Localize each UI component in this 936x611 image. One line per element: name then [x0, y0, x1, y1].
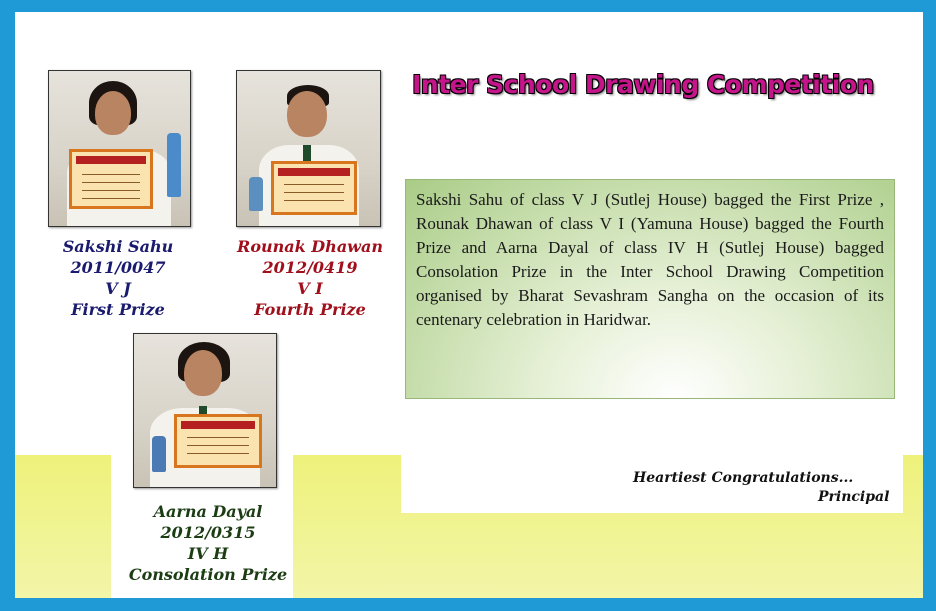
winner-name: Sakshi Sahu [62, 237, 174, 256]
winner-name: Aarna Dayal [153, 502, 263, 521]
winner-class: V I [297, 279, 323, 298]
winner-id: 2012/0419 [262, 258, 358, 277]
photo-aarna-dayal [133, 333, 277, 488]
caption-winner-1 [38, 236, 198, 320]
winner-class: IV H [187, 544, 229, 563]
winner-prize: Consolation Prize [128, 565, 288, 584]
photo-sakshi-sahu [48, 70, 191, 227]
summary-box [405, 179, 895, 399]
winner-prize: Fourth Prize [254, 300, 366, 319]
page-title: Inter School Drawing Competition [412, 70, 874, 99]
caption-winner-3 [118, 501, 298, 585]
winner-prize: First Prize [71, 300, 165, 319]
caption-winner-2 [228, 236, 392, 320]
winner-id: 2011/0047 [70, 258, 166, 277]
winner-name: Rounak Dhawan [237, 237, 383, 256]
photo-rounak-dhawan [236, 70, 381, 227]
principal-signoff: Principal [818, 489, 890, 505]
summary-text: Sakshi Sahu of class V J (Sutlej House) bagged the First Prize , Rounak Dhawan of class V I (Yamuna House) bagged the Fourth Prize and Aarna Dayal of class IV H (Sutlej House) bagged Consolation Prize in the Inter School Drawing Competition organised by Bharat Sevashram Sangha on the occasion of its centenary celebration in Haridwar. [416, 190, 884, 329]
congratulations-text: Heartiest Congratulations... [633, 470, 854, 486]
winner-id: 2012/0315 [160, 523, 256, 542]
winner-class: V J [105, 279, 131, 298]
